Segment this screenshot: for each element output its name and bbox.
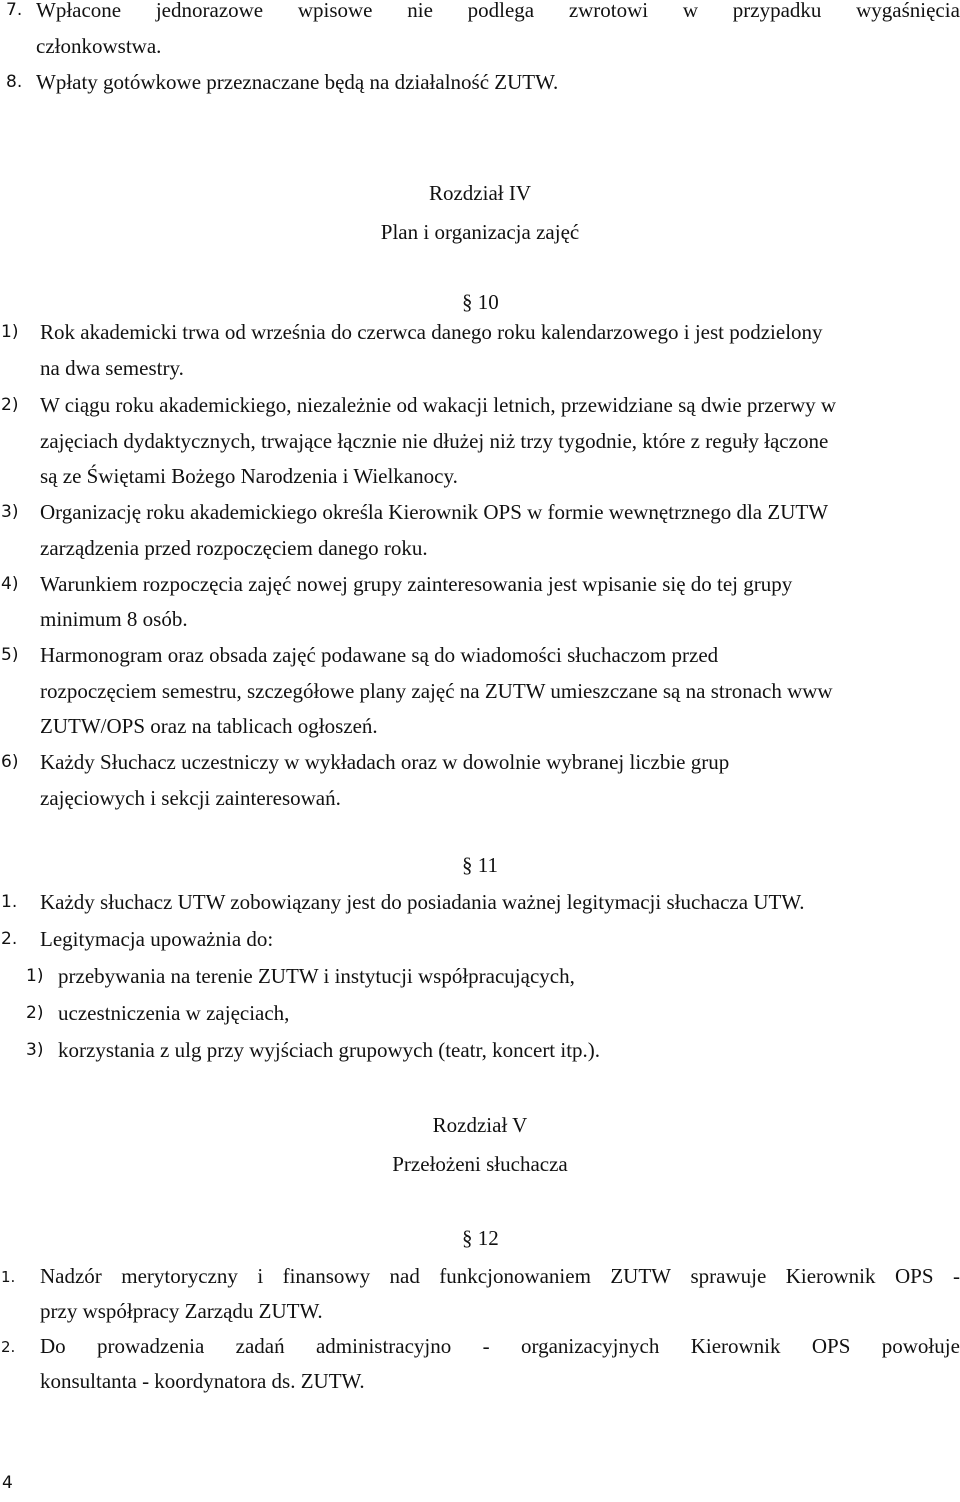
item-7-continuation: członkowstwa.	[36, 34, 162, 58]
word: ZUTW	[610, 1264, 672, 1288]
item-line: zajęciowych i sekcji zainteresowań.	[40, 786, 341, 810]
item-line: Warunkiem rozpoczęcia zajęć nowej grupy zainteresowania jest wpisanie się do tej grupy	[40, 572, 793, 596]
subitem-text: uczestniczenia w zajęciach,	[58, 1001, 290, 1025]
word: zadań	[235, 1334, 285, 1358]
word: merytoryczny	[121, 1264, 238, 1288]
item-text: Każdy słuchacz UTW zobowiązany jest do posiadania ważnej legitymacji słuchacza UTW.	[40, 890, 805, 914]
word: podlega	[467, 0, 535, 22]
word: administracyjno	[315, 1334, 452, 1358]
word: wygaśnięcia	[856, 0, 960, 22]
page-number: 4	[2, 1473, 13, 1493]
subitem-number: 3)	[26, 1040, 44, 1060]
word: zwrotowi	[568, 0, 649, 22]
paragraph-10-label: § 10	[462, 290, 499, 314]
item-number: 1.	[1, 892, 18, 912]
word: sprawuje	[690, 1264, 767, 1288]
word: Kierownik	[785, 1264, 876, 1288]
word: funkcjonowaniem	[439, 1264, 591, 1288]
item-line: Każdy Słuchacz uczestniczy w wykładach oraz w dowolnie wybranej liczbie grup	[40, 750, 730, 774]
word: OPS	[894, 1264, 934, 1288]
item-line: zarządzenia przed rozpoczęciem danego roku.	[40, 536, 428, 560]
item-8-number: 8.	[6, 72, 23, 92]
chapter-5-title: Rozdział V	[432, 1113, 528, 1137]
item-text: Legitymacja upoważnia do:	[40, 927, 274, 951]
word: przypadku	[732, 0, 822, 22]
chapter-4-title: Rozdział IV	[428, 181, 532, 205]
item-continuation: przy współpracy Zarządu ZUTW.	[40, 1299, 323, 1323]
word: nad	[389, 1264, 420, 1288]
item-number: 3)	[1, 502, 19, 522]
word: OPS	[811, 1334, 851, 1358]
word: Nadzór	[40, 1264, 102, 1288]
item-line: rozpoczęciem semestru, szczegółowe plany zajęć na ZUTW umieszczane są na stronach www	[40, 679, 833, 703]
item-line: zajęciach dydaktycznych, trwające łącznie nie dłużej niż trzy tygodnie, które z reguły łączone	[40, 429, 829, 453]
item-line: Organizację roku akademickiego określa Kierownik OPS w formie wewnętrznego dla ZUTW	[40, 500, 829, 524]
item-text	[40, 1336, 960, 1357]
word: Do	[40, 1334, 66, 1358]
word: Wpłacone	[36, 0, 122, 22]
word: finansowy	[282, 1264, 371, 1288]
item-7-text	[36, 0, 960, 21]
word: organizacyjnych	[520, 1334, 660, 1358]
word: -	[482, 1334, 490, 1358]
item-number: 1)	[1, 322, 19, 342]
word: w	[682, 0, 699, 22]
item-line: na dwa semestry.	[40, 356, 184, 380]
paragraph-12-label: § 12	[462, 1226, 499, 1250]
word: -	[952, 1264, 960, 1288]
item-number: 6)	[1, 752, 19, 772]
subitem-number: 2)	[26, 1003, 44, 1023]
item-line: ZUTW/OPS oraz na tablicach ogłoszeń.	[40, 714, 378, 738]
item-text	[40, 1266, 960, 1287]
paragraph-11-label: § 11	[462, 853, 498, 877]
chapter-5-subtitle: Przełożeni słuchacza	[392, 1152, 568, 1176]
item-line: minimum 8 osób.	[40, 607, 188, 631]
word: powołuje	[881, 1334, 960, 1358]
word: nie	[407, 0, 433, 22]
word: wpisowe	[297, 0, 373, 22]
item-number: 4)	[1, 574, 19, 594]
word: prowadzenia	[97, 1334, 205, 1358]
subitem-number: 1)	[26, 966, 44, 986]
item-continuation: konsultanta - koordynatora ds. ZUTW.	[40, 1369, 365, 1393]
word: i	[257, 1264, 264, 1288]
item-number: 2)	[1, 395, 19, 415]
word: jednorazowe	[155, 0, 264, 22]
chapter-4-subtitle: Plan i organizacja zajęć	[380, 220, 580, 244]
item-line: są ze Świętami Bożego Narodzenia i Wielkanocy.	[40, 464, 458, 488]
item-number: 5)	[1, 645, 19, 665]
item-number: 1.	[1, 1268, 16, 1286]
item-number: 2.	[1, 929, 18, 949]
item-8-text: Wpłaty gotówkowe przeznaczane będą na działalność ZUTW.	[36, 70, 559, 94]
subitem-text: przebywania na terenie ZUTW i instytucji współpracujących,	[58, 964, 575, 988]
item-number: 2.	[1, 1338, 16, 1356]
item-line: Rok akademicki trwa od września do czerwca danego roku kalendarzowego i jest podzielony	[40, 320, 823, 344]
item-7-number: 7.	[6, 0, 23, 20]
item-line: Harmonogram oraz obsada zajęć podawane są do wiadomości słuchaczom przed	[40, 643, 719, 667]
item-line: W ciągu roku akademickiego, niezależnie od wakacji letnich, przewidziane są dwie przerwy w	[40, 393, 837, 417]
subitem-text: korzystania z ulg przy wyjściach grupowych (teatr, koncert itp.).	[58, 1038, 601, 1062]
word: Kierownik	[690, 1334, 781, 1358]
